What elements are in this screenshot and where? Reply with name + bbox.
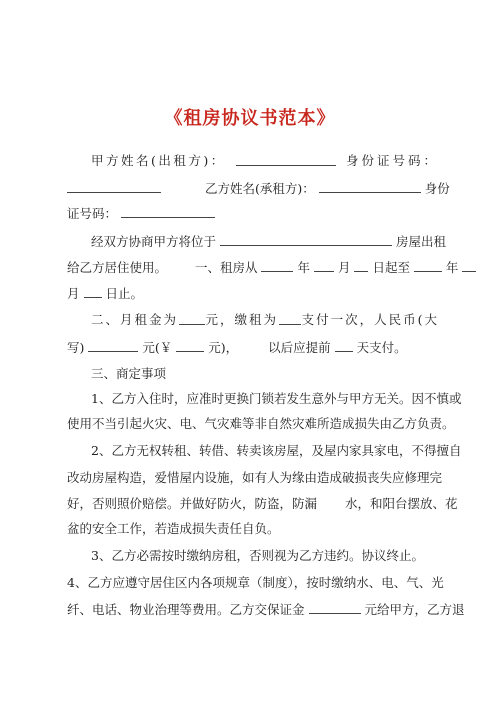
deposit-label: 纤、电话、物业治理等费用。乙方交保证金 [67,602,305,617]
payment-period-label: 元，缴租为 [205,312,279,327]
payment-period-blank [279,312,301,325]
clause-1-line-1: 1、乙方入住时，应准时更换门锁若发生意外与甲方无关。因不慎或 [91,391,462,406]
rmb-label: 支付一次，人民币(大 [301,312,439,327]
residential-use-text: 给乙方居住使用。 [67,260,168,275]
days-payment-label: 天支付。 [356,340,407,355]
monthly-rent-blank [179,312,205,325]
property-address-blank [220,233,392,246]
tenant-id-label-end: 证号码： [67,206,118,221]
capital-amount-label: 写) [67,340,85,355]
clause-2-line-3-end: 水，和阳台摆放、花 [344,496,458,511]
advance-days-blank [335,339,353,352]
property-line [91,233,446,250]
agreed-matters-heading: 三、商定事项 [91,366,167,381]
yuan-close-label: 元)， [208,340,239,355]
clause-2-line-4: 盆的安全工作，若造成损失责任自负。 [67,521,280,536]
start-month-blank [314,259,334,272]
landlord-name-blank [236,153,336,166]
clause-1-line-2: 使用不当引起火灾、电、气灾难等非自然灾难所造成损失由乙方负责。 [67,416,455,431]
tenant-name-line [67,180,450,197]
start-day-blank [354,259,368,272]
monthly-rent-label: 二、月租金为 [91,312,179,327]
lease-end-line [67,285,439,302]
tenant-id-label-start: 身份 [424,181,450,196]
landlord-id-blank [67,180,161,193]
day-until-label: 日起至 [372,260,410,275]
rent-line [91,312,439,328]
year-label: 年 [297,260,310,275]
lease-start-text: 一、租房从 [194,260,258,275]
end-year-blank [414,259,442,272]
property-intro-text: 经双方协商甲方将位于 [91,234,217,249]
clause-4-line-2 [67,601,465,618]
clause-2-line-3 [67,496,458,512]
end-year-label: 年 [445,260,459,275]
clause-2-line-3-start: 好，否则照价赔偿。并做好防火，防盗，防漏 [67,496,318,511]
clause-2-line-2: 改动房屋构造，爱惜屋内设施，如有人为缘由造成破损丧失应修理完 [67,470,443,485]
landlord-name-label: 甲方姓名(出租方)： [91,153,226,168]
property-rent-out-text: 房屋出租 [395,234,446,249]
end-month-blank [462,259,476,272]
document-title: 《租房协议书范本》 [164,108,336,129]
tenant-id-blank [121,205,215,218]
end-day-label: 日止。 [105,286,143,301]
clause-3-line-1: 3、乙方必需按时缴纳房租，否则视为乙方违约。协议终止。 [91,548,424,563]
clause-2-line-1: 2、乙方无权转租、转借、转卖该房屋，及屋内家具家电，不得擅自 [91,443,462,458]
start-year-blank [261,259,293,272]
tenant-name-blank [319,180,421,193]
end-month-label: 月 [67,286,80,301]
deposit-to-landlord-text: 元给甲方，乙方退 [364,602,465,617]
landlord-id-label: 身份证号码： [345,153,439,168]
yuan-symbol-label: 元(￥ [142,340,173,355]
end-day-blank [84,285,102,298]
tenant-name-label: 乙方姓名(承租方)： [204,181,315,196]
advance-payment-label: 以后应提前 [268,340,331,355]
tenant-id-line [67,205,439,222]
clause-4-line-1: 4、乙方应遵守居住区内各项规章（制度），按时缴纳水、电、气、光 [67,575,444,590]
rent-amount-line [67,339,439,356]
capital-amount-blank [88,339,138,352]
numeric-amount-blank [176,339,204,352]
deposit-amount-blank [309,601,361,614]
month-label: 月 [337,260,351,275]
lease-term-line [67,259,459,276]
landlord-name-line [91,153,439,169]
